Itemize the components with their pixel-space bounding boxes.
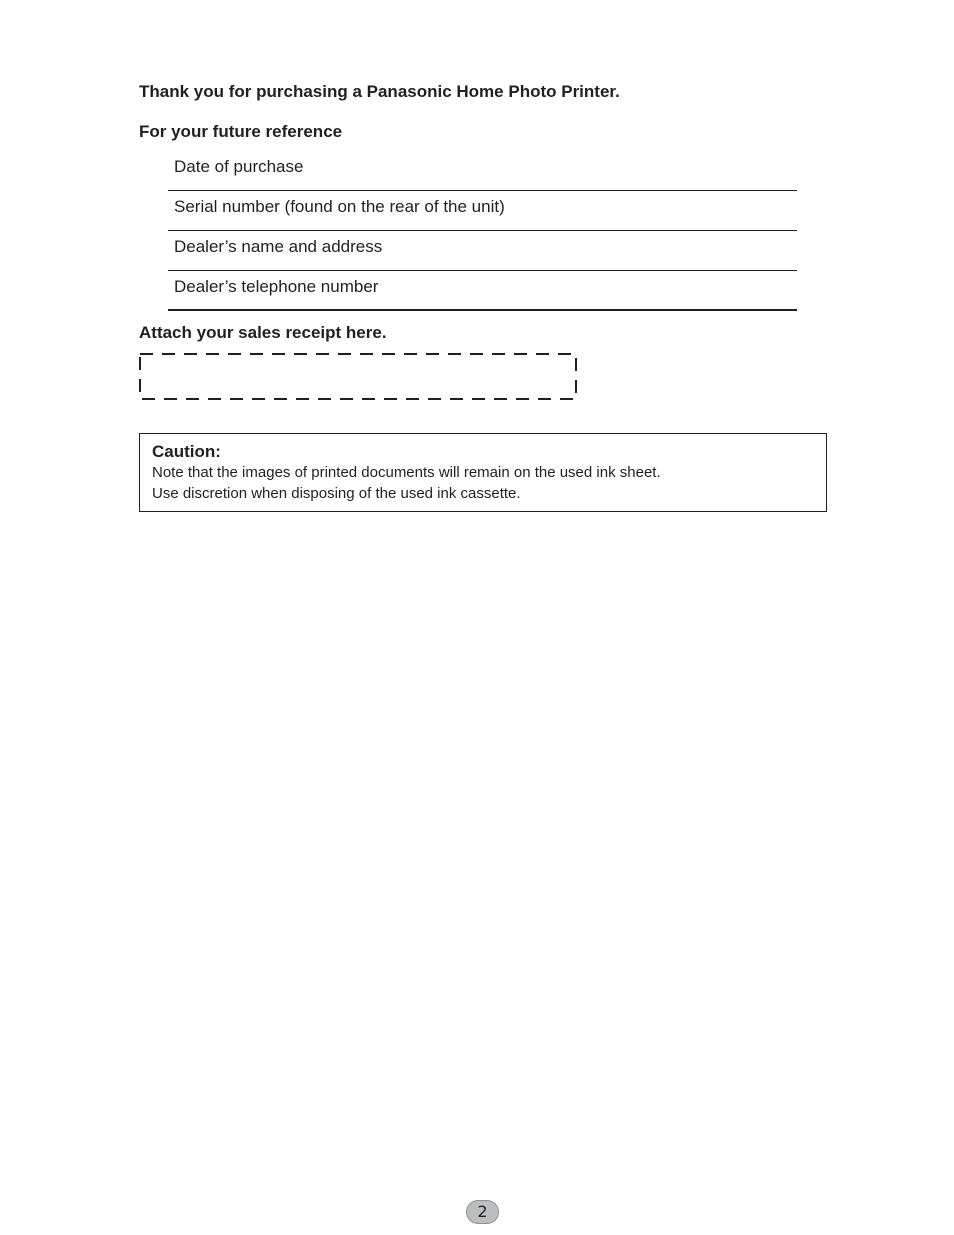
- reference-field-dealer-address: [168, 232, 797, 271]
- reference-field-label: Dealer’s name and address: [174, 237, 383, 256]
- reference-field-label: Serial number (found on the rear of the unit): [174, 197, 505, 216]
- reference-field-date: [168, 152, 797, 191]
- reference-field-label: Dealer’s telephone number: [174, 277, 379, 296]
- page-number: 2: [466, 1200, 499, 1224]
- receipt-heading: Attach your sales receipt here.: [139, 323, 387, 342]
- reference-field-dealer-phone: [168, 272, 797, 311]
- caution-box: [139, 433, 827, 512]
- caution-title: Caution:: [152, 442, 221, 461]
- reference-field-label: Date of purchase: [174, 157, 304, 176]
- reference-fields: [168, 152, 797, 312]
- caution-line: Note that the images of printed documents will remain on the used ink sheet.: [152, 464, 661, 481]
- reference-field-serial: [168, 192, 797, 231]
- reference-heading: For your future reference: [139, 122, 343, 141]
- intro-text: Thank you for purchasing a Panasonic Home Photo Printer.: [139, 82, 620, 101]
- receipt-attach-area: [139, 352, 579, 402]
- caution-line: Use discretion when disposing of the used ink cassette.: [152, 485, 521, 502]
